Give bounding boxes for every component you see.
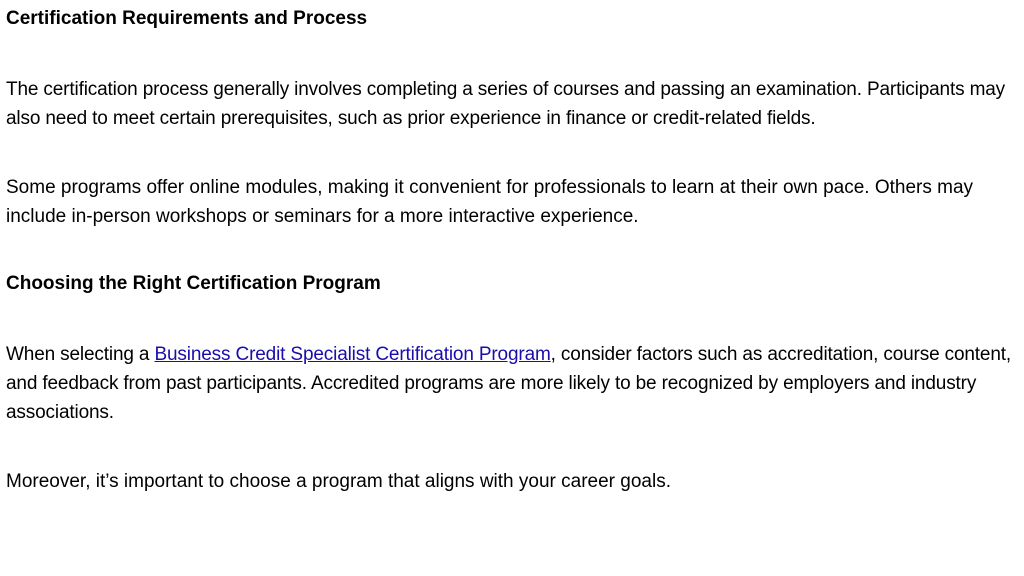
paragraph-selecting-text-before: When selecting a xyxy=(6,344,155,365)
section-heading-certification-requirements: Certification Requirements and Process xyxy=(6,8,368,29)
business-credit-specialist-program-link[interactable]: Business Credit Specialist Certification Program xyxy=(154,344,551,365)
paragraph-selecting-text-after: , consider factors such as accreditation, course content, and feedback from past participants. Accredited programs are more likely to be recognized by employers and industry associations. xyxy=(6,344,1012,423)
paragraph-online-modules: Some programs offer online modules, making it convenient for professionals to learn at their own pace. Others may include in-person workshops or seminars for a more interactive experience. xyxy=(6,177,974,227)
section-heading-choosing-program: Choosing the Right Certification Program xyxy=(6,273,381,294)
paragraph-selecting-program xyxy=(6,340,1024,427)
paragraph-career-goals: Moreover, it’s important to choose a program that aligns with your career goals. xyxy=(6,471,671,492)
paragraph-certification-process: The certification process generally involves completing a series of courses and passing an examination. Participants may also need to meet certain prerequisites, such as prior experience in finance or credit-related fields. xyxy=(6,79,1006,129)
